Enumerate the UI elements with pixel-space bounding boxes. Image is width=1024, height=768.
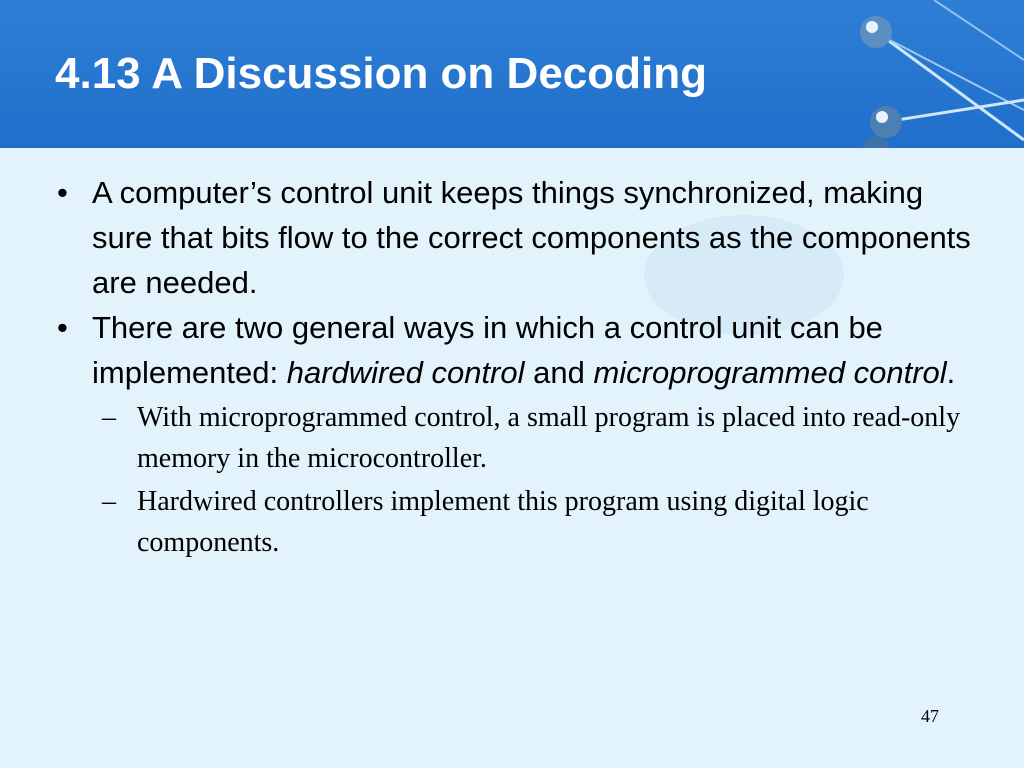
sub-bullet-text: With microprogrammed control, a small program is placed into read-only memory in the microcontroller.	[137, 402, 961, 474]
sub-bullet-item	[102, 397, 967, 479]
sub-bullet-marker: –	[102, 402, 116, 433]
bullet-item	[57, 170, 972, 305]
bullet-text: A computer’s control unit keeps things synchronized, making sure that bits flow to the correct components as the components are needed.	[92, 175, 971, 300]
slide-body	[0, 170, 1024, 563]
header-band	[0, 0, 1024, 148]
bullet-marker: •	[57, 310, 68, 345]
decorative-pins-image	[764, 0, 1024, 148]
bullet-item	[57, 305, 972, 395]
bullet-marker: •	[57, 175, 68, 210]
sub-bullet-item	[102, 481, 967, 563]
bullet-text-middle: and	[524, 355, 594, 390]
slide-title: 4.13 A Discussion on Decoding	[55, 49, 707, 98]
emphasis-hardwired-control: hardwired control	[286, 355, 525, 390]
bullet-text: There are two general ways in which a control unit can be implemented:	[92, 310, 883, 390]
sub-bullet-text: Hardwired controllers implement this program using digital logic components.	[137, 486, 869, 558]
slide-number: 47	[921, 706, 939, 726]
sub-bullet-marker: –	[102, 486, 116, 517]
bullet-text-end: .	[946, 355, 956, 390]
emphasis-microprogrammed-control: microprogrammed control	[593, 355, 947, 390]
